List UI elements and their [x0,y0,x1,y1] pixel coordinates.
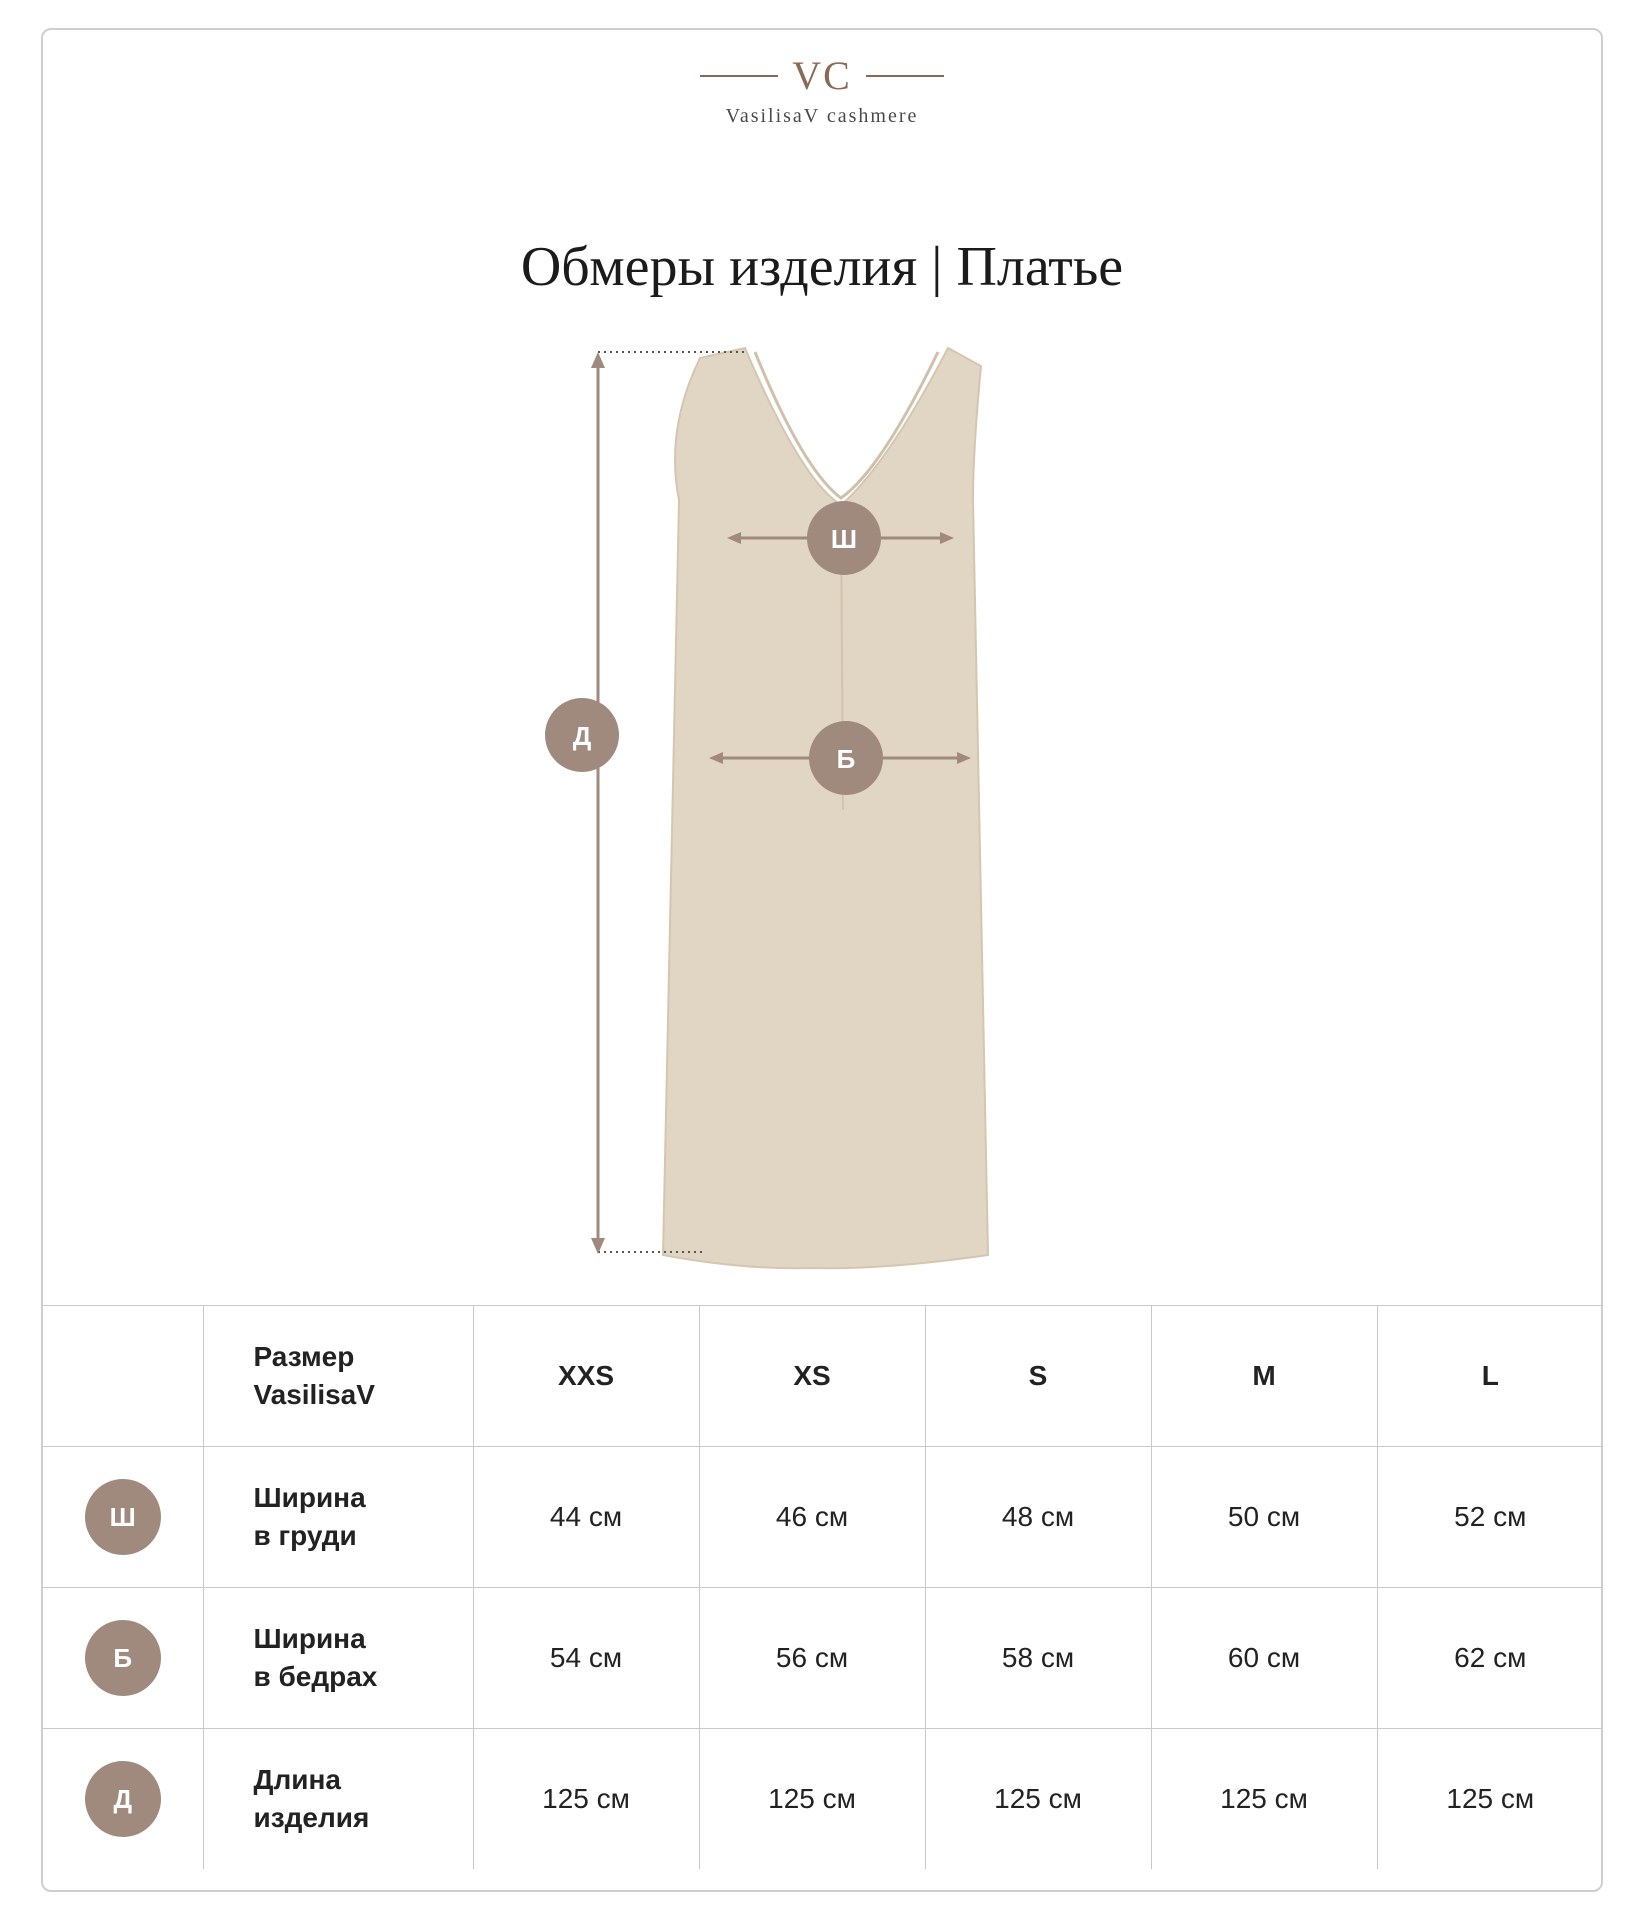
table-cell: 50 см [1151,1447,1377,1588]
dress-illustration [663,348,988,1268]
marker-hips-label: Б [836,744,856,774]
marker-chest-badge [807,501,881,575]
size-header-m: M [1151,1306,1377,1447]
dress-diagram [43,30,1603,1330]
row-marker-chest: Ш [85,1479,161,1555]
table-row [43,1588,1603,1729]
row-label-length: Длина изделия [203,1729,473,1870]
size-header-s: S [925,1306,1151,1447]
row-label-hips: Ширина в бедрах [203,1588,473,1729]
row-marker-length: Д [85,1761,161,1837]
table-cell: 46 см [699,1447,925,1588]
marker-hips-badge [809,721,883,795]
table-row [43,1447,1603,1588]
table-header-row [43,1306,1603,1447]
table-cell: 125 см [1377,1729,1603,1870]
marker-chest-label: Ш [830,524,858,554]
table-cell: 56 см [699,1588,925,1729]
table-cell: 58 см [925,1588,1151,1729]
table-cell: 125 см [473,1729,699,1870]
size-chart-card [41,28,1603,1892]
marker-length-badge [545,698,619,772]
table-cell: 125 см [699,1729,925,1870]
logo-brand-name: VasilisaV cashmere [725,105,919,127]
table-cell: 52 см [1377,1447,1603,1588]
table-cell: 48 см [925,1447,1151,1588]
table-row [43,1729,1603,1870]
table-cell: 125 см [925,1729,1151,1870]
marker-length-label: Д [572,721,592,751]
logo-monogram: VC [792,53,852,98]
size-header-xxs: XXS [473,1306,699,1447]
size-header-label: Размер VasilisaV [203,1306,473,1447]
table-cell: 125 см [1151,1729,1377,1870]
row-label-chest: Ширина в груди [203,1447,473,1588]
table-cell: 54 см [473,1588,699,1729]
table-corner-cell [43,1306,203,1447]
page-title: Обмеры изделия | Платье [520,236,1124,298]
table-cell: 62 см [1377,1588,1603,1729]
size-header-l: L [1377,1306,1603,1447]
table-cell: 44 см [473,1447,699,1588]
size-header-xs: XS [699,1306,925,1447]
row-marker-hips: Б [85,1620,161,1696]
table-cell: 60 см [1151,1588,1377,1729]
size-table [43,1305,1603,1869]
